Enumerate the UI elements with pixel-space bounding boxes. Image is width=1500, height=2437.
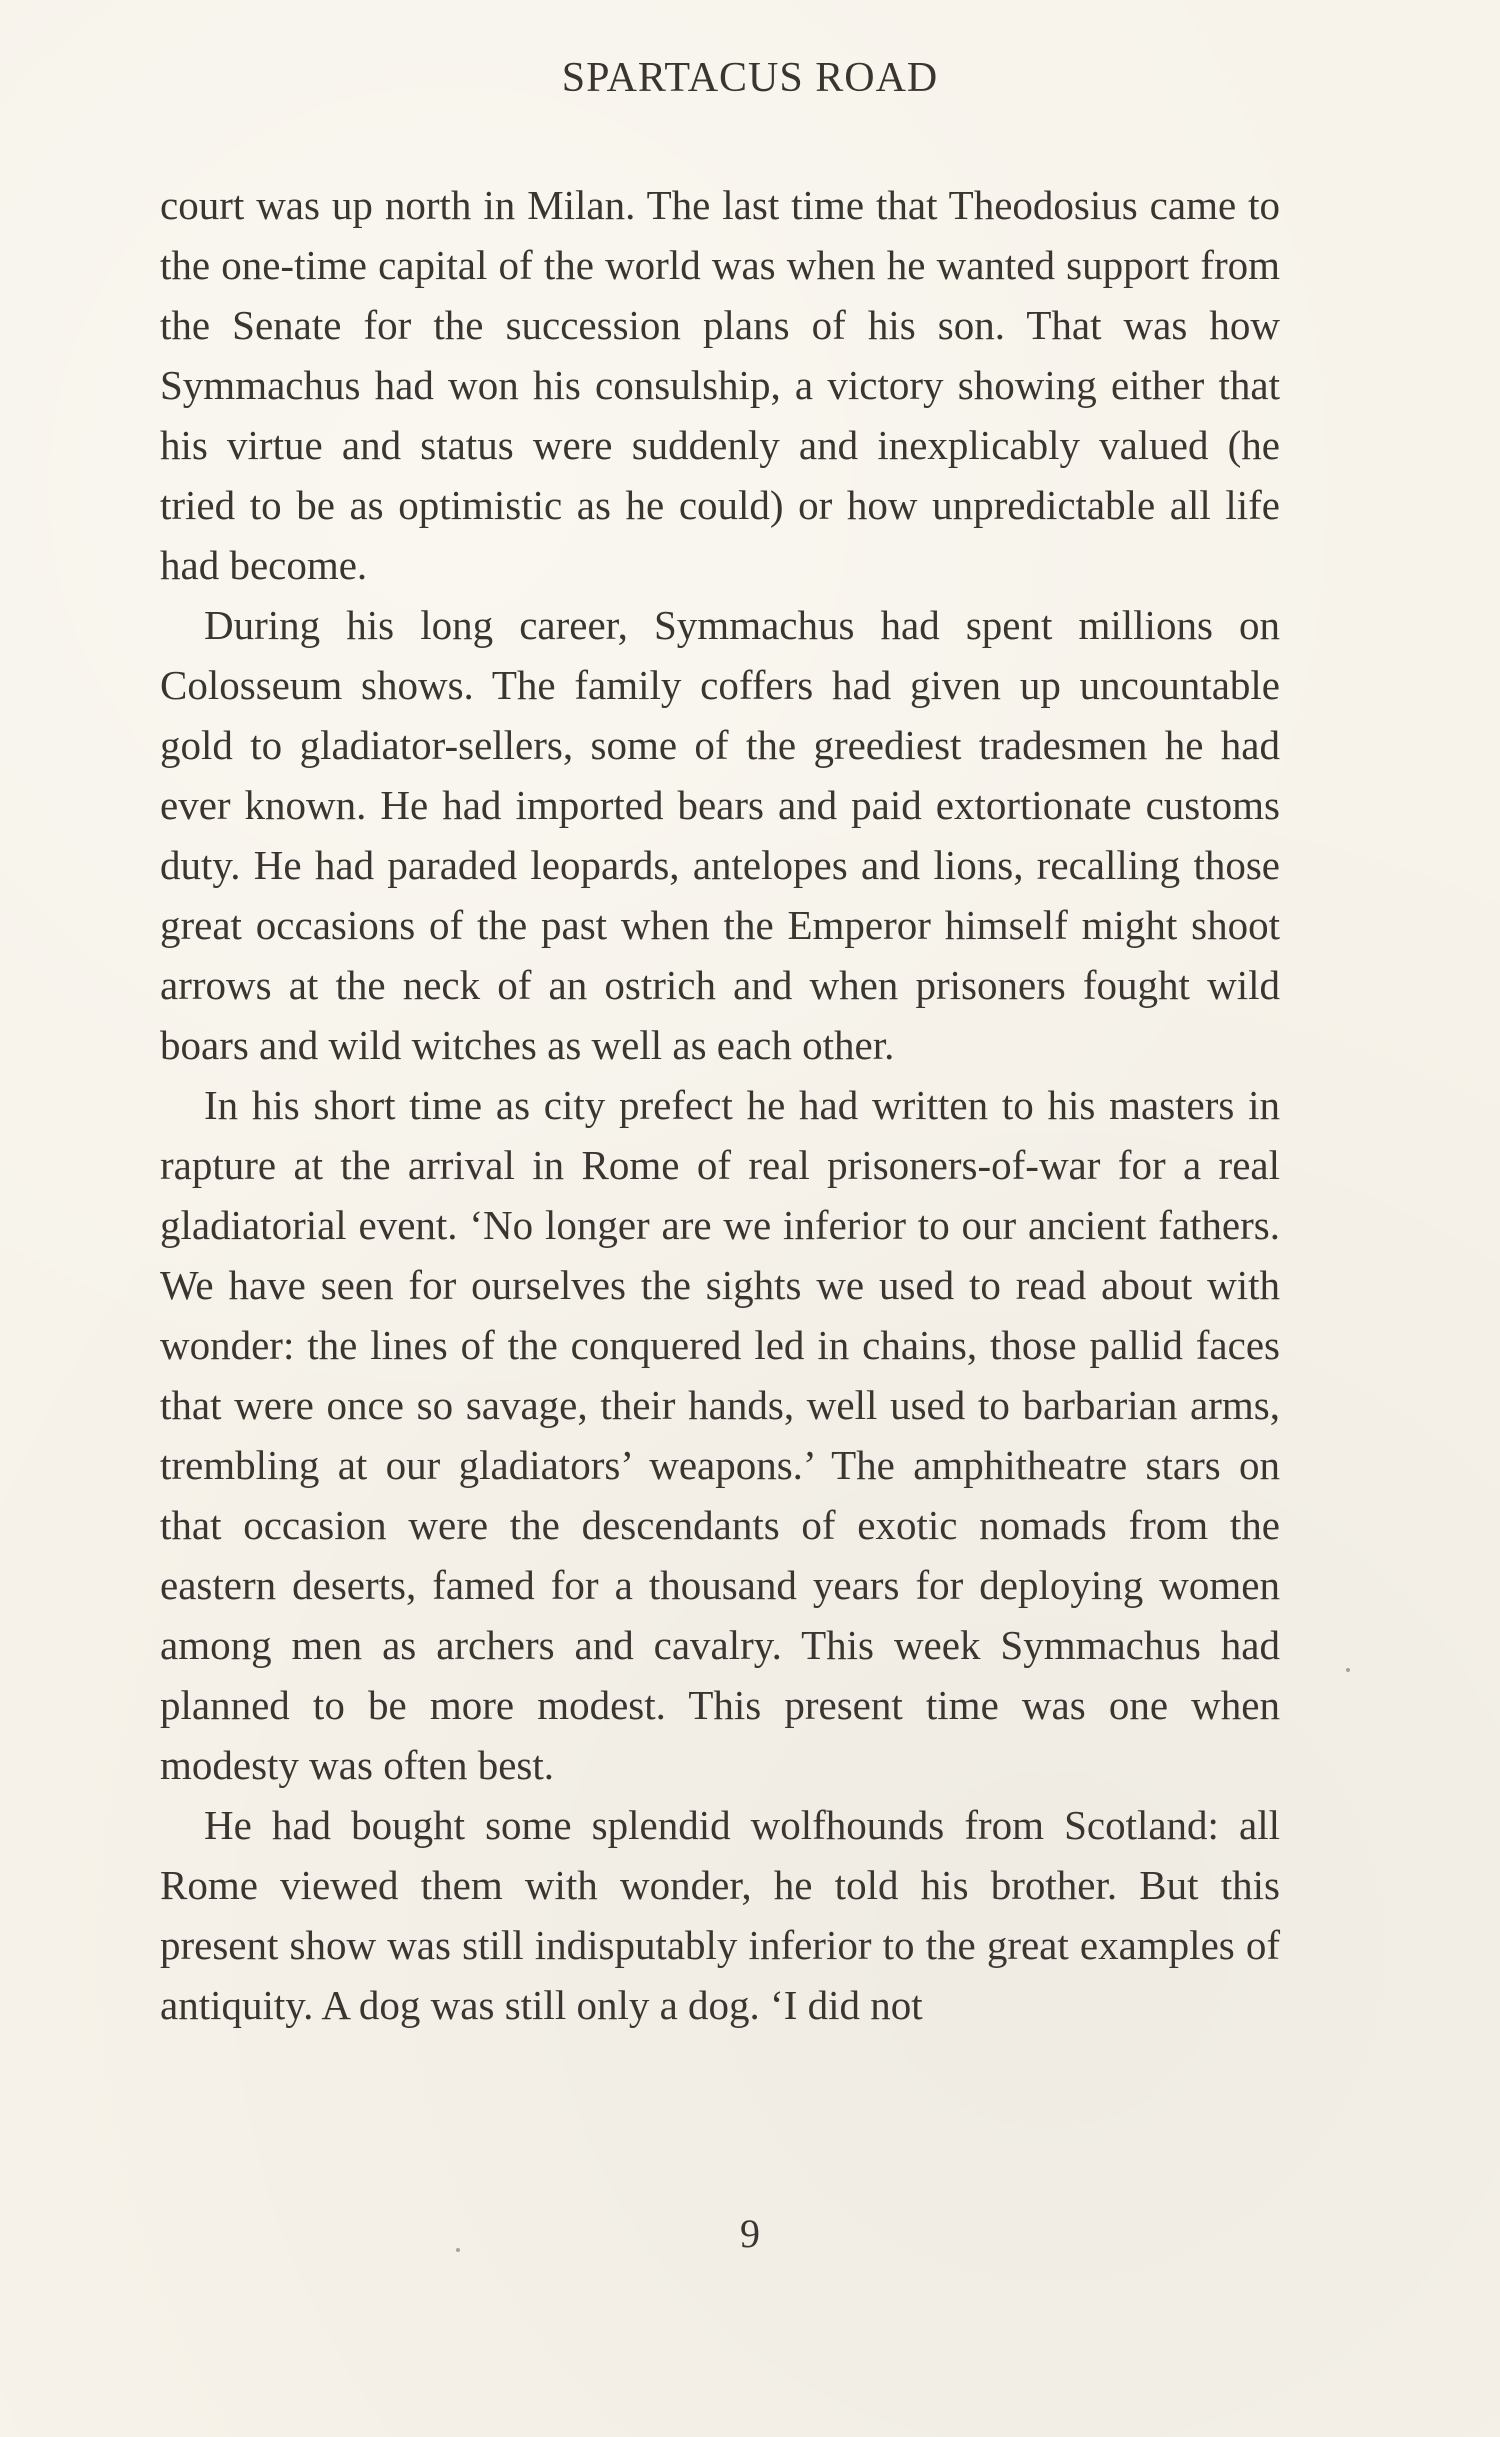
body-text: [160, 175, 1280, 2035]
paragraph-4: He had bought some splendid wolfhounds from Scotland: all Rome viewed them with wonder, he told his brother. But this present show was still indisputably inferior to the great examples of antiquity. A dog was still only a dog. ‘I did not: [160, 1802, 1280, 2028]
paper-speck: [456, 2248, 460, 2252]
paragraph-1: court was up north in Milan. The last time that Theodosius came to the one-time capital of the world was when he wanted support from the Senate for the succession plans of his son. That was how Symmachus had won his consulship, a victory showing either that his virtue and status were suddenly and inexplicably valued (he tried to be as optimistic as he could) or how unpredictable all life had become.: [160, 182, 1280, 588]
paper-speck: [1346, 1668, 1350, 1672]
page-number: 9: [740, 2211, 760, 2256]
paragraph-2: During his long career, Symmachus had spent millions on Colosseum shows. The family coffers had given up uncountable gold to gladiator-sellers, some of the greediest tradesmen he had ever known. He had imported bears and paid extortionate customs duty. He had paraded leopards, antelopes and lions, recalling those great occasions of the past when the Emperor himself might shoot arrows at the neck of an ostrich and when prisoners fought wild boars and wild witches as well as each other.: [160, 602, 1280, 1068]
running-header: SPARTACUS ROAD: [561, 55, 939, 101]
paragraph-3: In his short time as city prefect he had written to his masters in rapture at the arrival in Rome of real prisoners-of-war for a real gladiatorial event. ‘No longer are we inferior to our ancient fathers. We have seen for ourselves the sights we used to read about with wonder: the lines of the conquered led in chains, those pallid faces that were once so savage, their hands, well used to barbarian arms, trembling at our gladiators’ weapons.’ The amphitheatre stars on that occasion were the descendants of exotic nomads from the eastern deserts, famed for a thousand years for deploying women among men as archers and cavalry. This week Symmachus had planned to be more modest. This present time was one when modesty was often best.: [160, 1082, 1280, 1788]
